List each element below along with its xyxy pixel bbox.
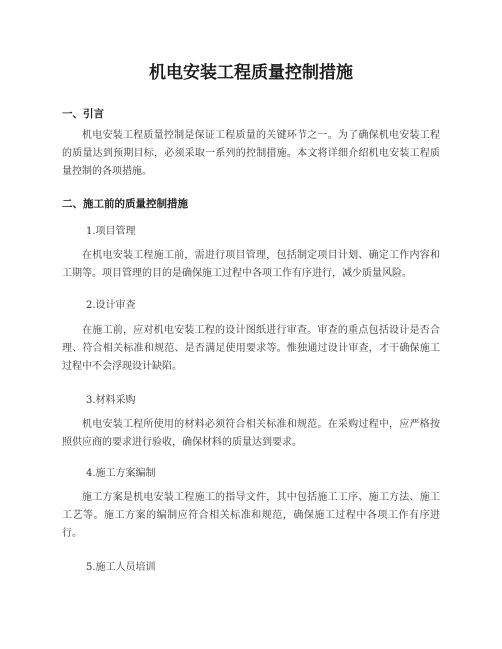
section-heading-introduction: 一、引言 (62, 108, 104, 120)
item-label-project-management: 1.项目管理 (86, 226, 136, 237)
item-label-staff-training: 5.施工人员培训 (86, 562, 156, 573)
document-title: 机电安装工程质量控制措施 (149, 63, 353, 83)
introduction-paragraph: 机电安装工程质量控制是保证工程质量的关键环节之一。为了确保机电安装工程的质量达到预期目标，必须采取一系列的控制措施。本文将详细介绍机电安装工程质量控制的各项措施。 (62, 130, 440, 177)
item-text-material-procurement: 机电安装工程所使用的材料必须符合相关标准和规范。在采购过程中，应严格按照供应商的要求进行验收，确保材料的质量达到要求。 (62, 419, 440, 448)
item-text-design-review: 在施工前，应对机电安装工程的设计图纸进行审查。审查的重点包括设计是否合理、符合相关标准和规范、是否满足使用要求等。惟独通过设计审查，才干确保施工过程中不会浮现设计缺陷。 (62, 325, 440, 372)
item-label-design-review: 2.设计审查 (86, 300, 136, 311)
item-label-material-procurement: 3.材料采购 (86, 395, 136, 406)
section-heading-pre-construction: 二、施工前的质量控制措施 (62, 198, 188, 210)
item-text-construction-plan: 施工方案是机电安装工程施工的指导文件，其中包括施工工序、施工方法、施工工艺等。施工方案的编制应符合相关标准和规范，确保施工过程中各项工作有序进行。 (62, 492, 440, 539)
item-text-project-management: 在机电安装工程施工前，需进行项目管理，包括制定项目计划、确定工作内容和工期等。项目管理的目的是确保施工过程中各项工作有序进行，减少质量风险。 (62, 250, 440, 279)
item-label-construction-plan: 4.施工方案编制 (86, 468, 156, 479)
